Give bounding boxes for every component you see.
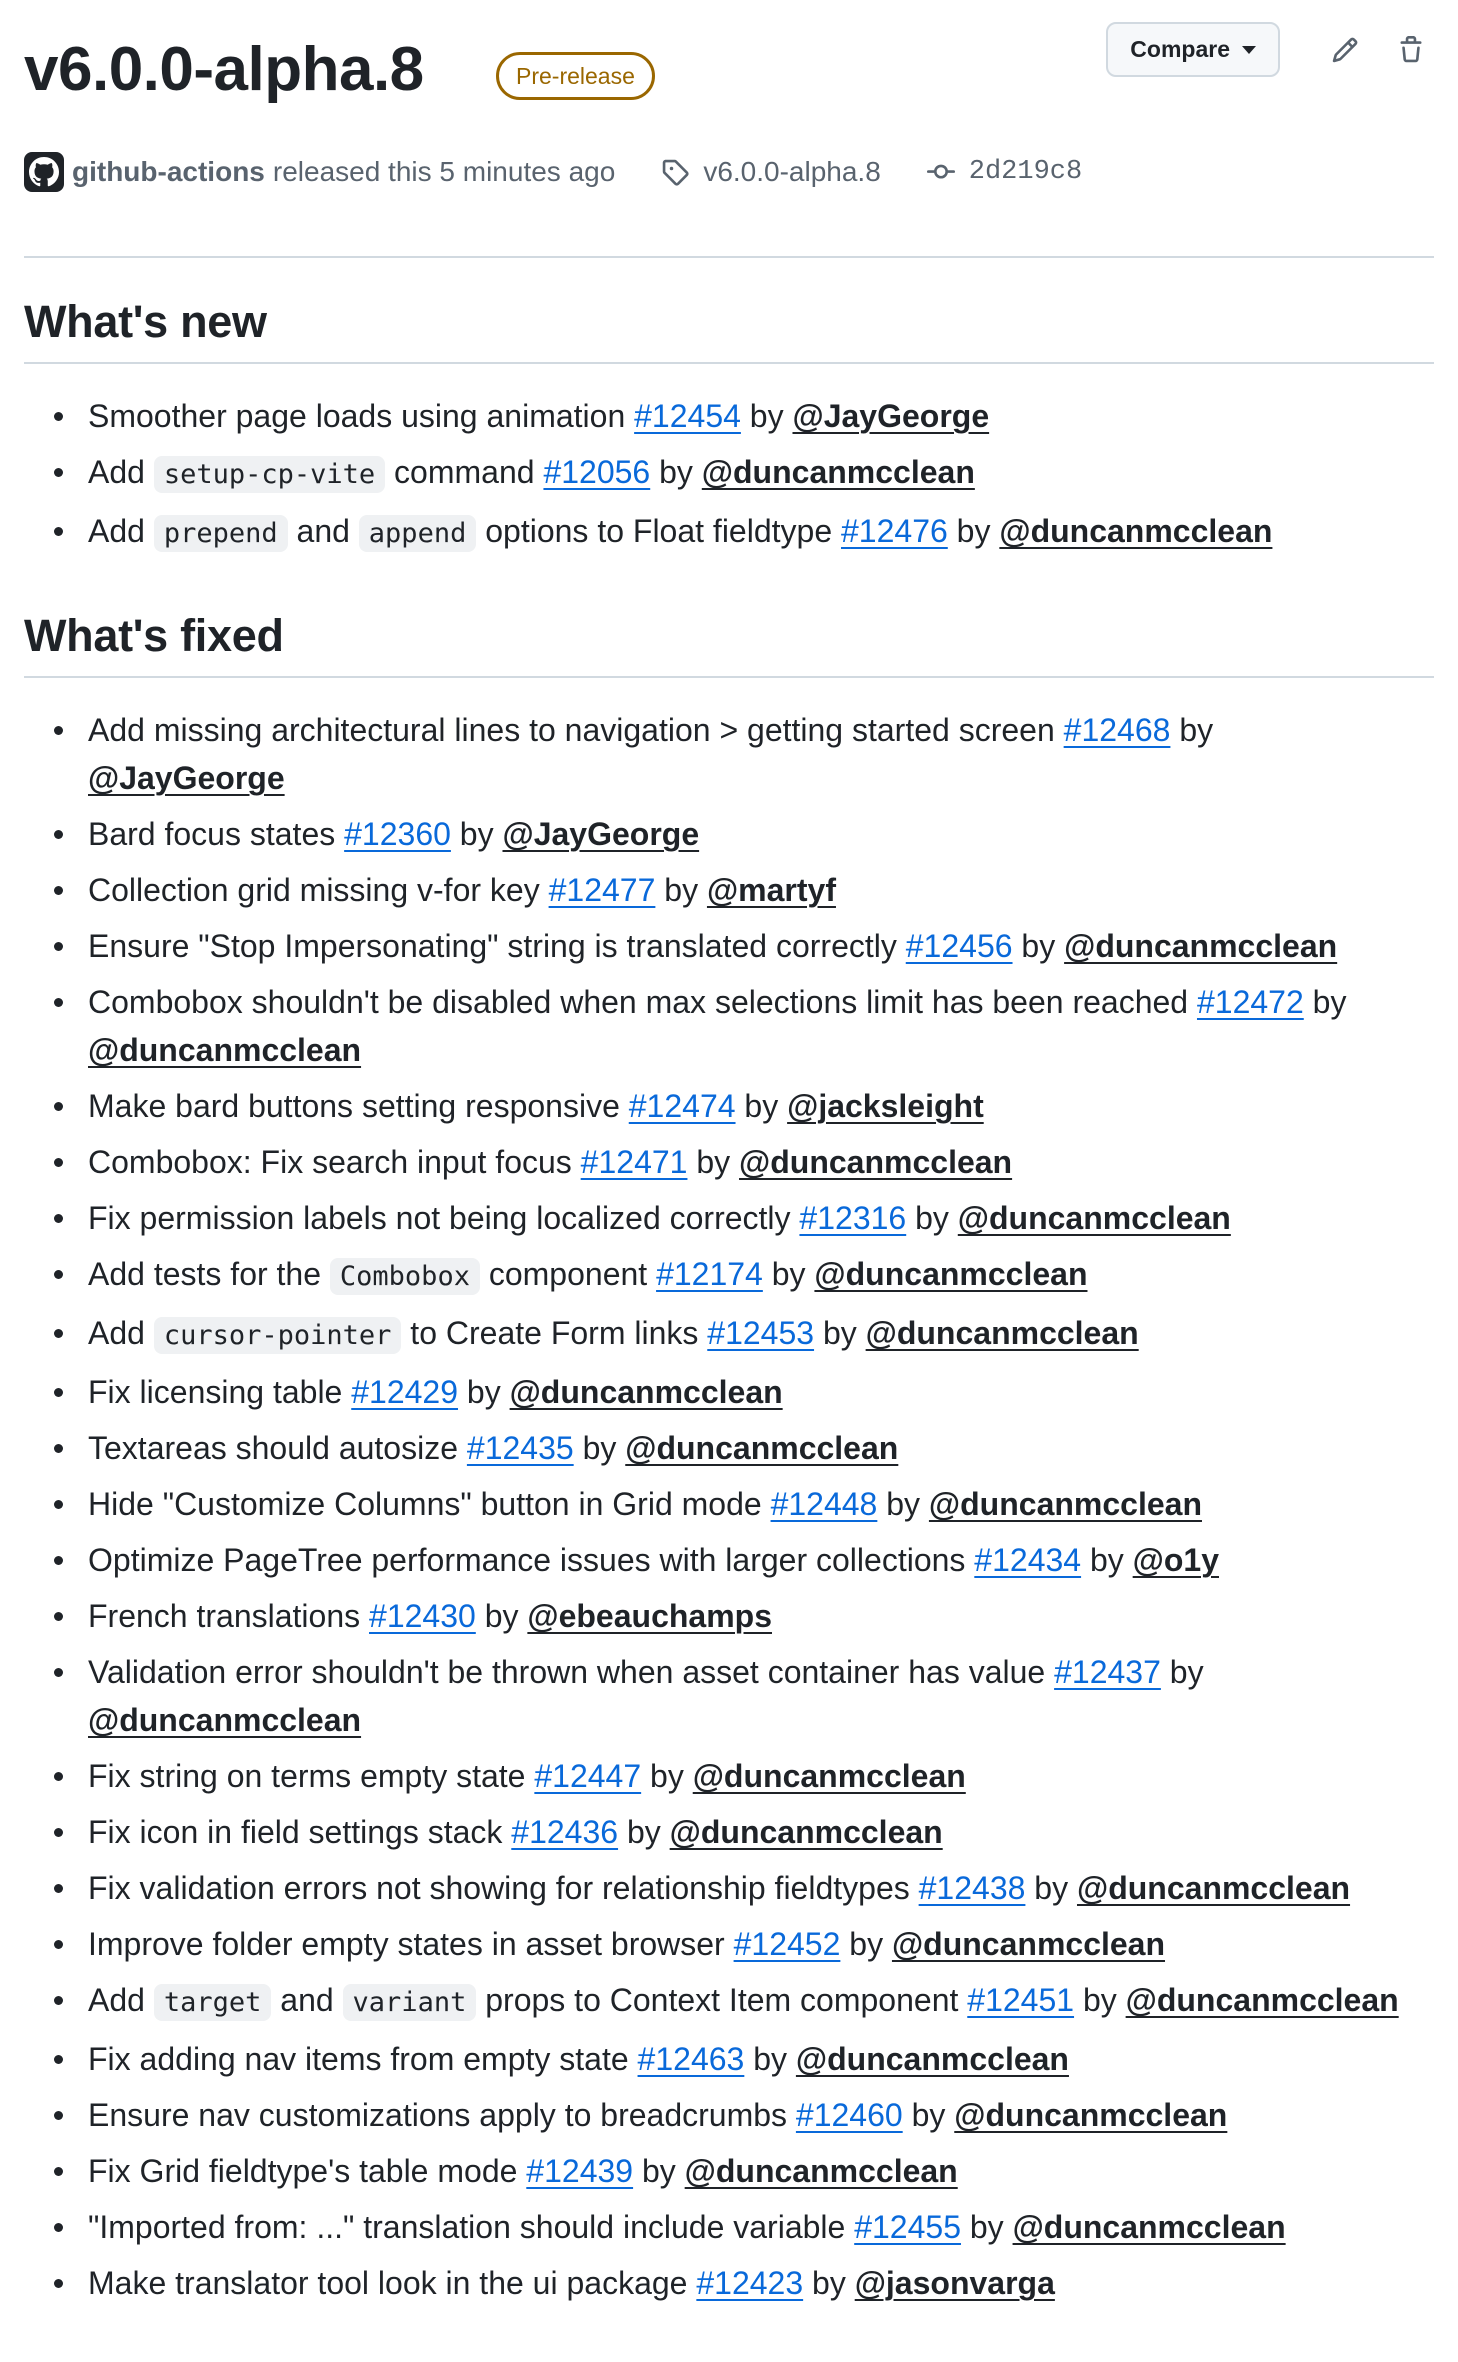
pull-request-link[interactable]: #12456 — [905, 928, 1013, 964]
item-text: by — [633, 2153, 685, 2189]
pull-request-link[interactable]: #12056 — [543, 454, 651, 490]
list-item — [88, 1976, 1414, 2027]
item-text: by — [573, 1430, 626, 1466]
user-mention-link[interactable]: @martyf — [706, 872, 836, 908]
release-page — [24, 0, 1434, 2301]
list-item — [88, 507, 1414, 558]
item-text: by — [1012, 928, 1065, 964]
item-text: by — [1081, 1542, 1133, 1578]
pull-request-link[interactable]: #12448 — [770, 1486, 878, 1522]
list-item — [88, 2203, 1414, 2251]
user-mention-link[interactable]: @ebeauchamps — [527, 1598, 772, 1634]
user-mention-link[interactable]: @duncanmcclean — [891, 1926, 1166, 1962]
release-tag-link[interactable] — [661, 156, 880, 188]
pull-request-link[interactable]: #12477 — [548, 872, 656, 908]
pull-request-link[interactable]: #12437 — [1054, 1654, 1161, 1690]
list-item — [88, 448, 1414, 499]
release-actions — [1106, 22, 1434, 77]
user-mention-link[interactable]: @duncanmcclean — [954, 2097, 1228, 2133]
list-item — [88, 1864, 1414, 1912]
inline-code: variant — [343, 1984, 477, 2021]
item-text: by — [906, 1200, 958, 1236]
list-item — [88, 810, 1414, 858]
item-text: Add — [88, 513, 154, 549]
item-text: Combobox shouldn't be disabled when max selections limit has been reached — [88, 984, 1197, 1020]
released-text: released this 5 minutes ago — [272, 156, 616, 187]
whats-new-section — [24, 294, 1434, 566]
pull-request-link[interactable]: #12436 — [511, 1814, 619, 1850]
inline-code: setup-cp-vite — [154, 456, 385, 493]
item-text: Fix validation errors not showing for relationship fieldtypes — [88, 1870, 919, 1906]
item-text: options to Float fieldtype — [476, 513, 841, 549]
item-text: Collection grid missing v-for key — [88, 872, 549, 908]
item-text: by — [947, 513, 1000, 549]
item-text: Fix permission labels not being localized correctly — [88, 1200, 800, 1236]
user-mention-link[interactable]: @duncanmcclean — [928, 1486, 1202, 1522]
list-item — [88, 1920, 1414, 1968]
whats-new-heading: What's new — [24, 294, 1434, 364]
inline-code: Combobox — [330, 1258, 480, 1295]
git-commit-icon — [927, 158, 955, 186]
item-text: by — [650, 454, 702, 490]
release-header — [24, 0, 1434, 262]
list-item — [88, 866, 1414, 914]
user-mention-link[interactable]: @jacksleight — [787, 1088, 984, 1124]
list-item — [88, 2259, 1414, 2307]
item-text: Ensure nav customizations apply to breadcrumbs — [88, 2097, 796, 2133]
item-text: Improve folder empty states in asset browser — [88, 1926, 734, 1962]
list-item — [88, 1752, 1414, 1800]
edit-button[interactable] — [1322, 27, 1368, 73]
pull-request-link[interactable]: #12463 — [637, 2041, 745, 2077]
item-text: by — [1160, 1654, 1204, 1690]
release-commit-link[interactable] — [927, 157, 1082, 187]
compare-label: Compare — [1130, 36, 1230, 62]
item-text: by — [458, 1374, 510, 1410]
pull-request-link[interactable]: #12454 — [634, 398, 741, 434]
pull-request-link[interactable]: #12429 — [351, 1374, 459, 1410]
user-mention-link[interactable]: @duncanmcclean — [999, 513, 1273, 549]
pull-request-link[interactable]: #12439 — [526, 2153, 634, 2189]
user-mention-link[interactable]: @duncanmcclean — [625, 1430, 899, 1466]
header-divider — [24, 256, 1434, 258]
user-mention-link[interactable]: @o1y — [1132, 1542, 1219, 1578]
pull-request-link[interactable]: #12471 — [580, 1144, 688, 1180]
item-text: Add tests for the — [88, 1256, 330, 1292]
item-text: Make bard buttons setting responsive — [88, 1088, 629, 1124]
user-mention-link[interactable]: @duncanmcclean — [1012, 2209, 1286, 2245]
item-text: props to Context Item component — [476, 1982, 968, 2018]
github-mark-icon[interactable] — [24, 152, 64, 192]
item-text: Validation error shouldn't be thrown when asset container has value — [88, 1654, 1055, 1690]
item-text: by — [960, 2209, 1013, 2245]
inline-code: target — [154, 1984, 272, 2021]
pencil-icon — [1331, 36, 1359, 64]
user-mention-link[interactable]: @duncanmcclean — [1076, 1870, 1351, 1906]
item-text: Make translator tool look in the ui package — [88, 2265, 697, 2301]
list-item — [88, 1194, 1414, 1242]
pull-request-link[interactable]: #12455 — [854, 2209, 961, 2245]
user-mention-link[interactable]: @duncanmcclean — [669, 1814, 943, 1850]
whats-fixed-list — [24, 706, 1434, 2307]
item-text: by — [1303, 984, 1347, 1020]
list-item — [88, 1592, 1414, 1640]
item-text: Fix icon in field settings stack — [88, 1814, 512, 1850]
release-meta — [24, 150, 1082, 194]
item-text: by — [655, 872, 707, 908]
list-item — [88, 706, 1414, 802]
item-text: Fix Grid fieldtype's table mode — [88, 2153, 527, 2189]
item-text: Optimize PageTree performance issues with larger collections — [88, 1542, 975, 1578]
item-text: and — [287, 513, 359, 549]
list-item — [88, 1648, 1414, 1744]
user-mention-link[interactable]: @duncanmcclean — [795, 2041, 1069, 2077]
inline-code: prepend — [154, 515, 288, 552]
item-text: by — [877, 1486, 929, 1522]
list-item — [88, 1808, 1414, 1856]
release-commit-label: 2d219c8 — [968, 157, 1083, 187]
item-text: "Imported from: ..." translation should include variable — [88, 2209, 855, 2245]
user-mention-link[interactable]: @duncanmcclean — [88, 1702, 362, 1738]
pull-request-link[interactable]: #12460 — [795, 2097, 903, 2133]
item-text: Combobox: Fix search input focus — [88, 1144, 581, 1180]
pull-request-link[interactable]: #12434 — [974, 1542, 1082, 1578]
inline-code: append — [359, 515, 477, 552]
user-mention-link[interactable]: @duncanmcclean — [88, 1032, 362, 1068]
item-text: by — [740, 398, 793, 434]
pull-request-link[interactable]: #12452 — [733, 1926, 841, 1962]
user-mention-link[interactable]: @duncanmcclean — [1064, 928, 1338, 964]
list-item — [88, 2035, 1414, 2083]
list-item — [88, 1368, 1414, 1416]
user-mention-link[interactable]: @jasonvarga — [854, 2265, 1055, 2301]
user-mention-link[interactable]: @duncanmcclean — [692, 1758, 966, 1794]
release-author[interactable]: github-actions — [72, 156, 265, 187]
list-item — [88, 2147, 1414, 2195]
pull-request-link[interactable]: #12316 — [799, 1200, 907, 1236]
user-mention-link[interactable]: @duncanmcclean — [701, 454, 975, 490]
pull-request-link[interactable]: #12474 — [628, 1088, 736, 1124]
trash-icon — [1397, 36, 1425, 64]
item-text: Add — [88, 1982, 154, 2018]
pull-request-link[interactable]: #12423 — [696, 2265, 804, 2301]
item-text: by — [803, 2265, 855, 2301]
item-text: by — [618, 1814, 670, 1850]
item-text: by — [450, 816, 503, 852]
pull-request-link[interactable]: #12438 — [918, 1870, 1026, 1906]
user-mention-link[interactable]: @duncanmcclean — [814, 1256, 1088, 1292]
item-text: by — [641, 1758, 693, 1794]
item-text: component — [479, 1256, 657, 1292]
list-item — [88, 1536, 1414, 1584]
list-item — [88, 1082, 1414, 1130]
item-text: Add — [88, 1315, 154, 1351]
item-text: and — [271, 1982, 343, 2018]
user-mention-link[interactable]: @duncanmcclean — [1125, 1982, 1399, 2018]
item-text: Bard focus states — [88, 816, 345, 852]
triangle-down-icon — [1242, 46, 1256, 54]
item-text: by — [475, 1598, 528, 1634]
user-mention-link[interactable]: @JayGeorge — [88, 760, 285, 796]
list-item — [88, 1250, 1414, 1301]
list-item — [88, 978, 1414, 1074]
item-text: by — [840, 1926, 892, 1962]
list-item — [88, 392, 1414, 440]
user-mention-link[interactable]: @duncanmcclean — [865, 1315, 1139, 1351]
item-text: Fix adding nav items from empty state — [88, 2041, 638, 2077]
pull-request-link[interactable]: #12451 — [967, 1982, 1075, 2018]
item-text: command — [385, 454, 544, 490]
pull-request-link[interactable]: #12447 — [534, 1758, 642, 1794]
user-mention-link[interactable]: @duncanmcclean — [509, 1374, 783, 1410]
user-mention-link[interactable]: @JayGeorge — [502, 816, 700, 852]
item-text: Add missing architectural lines to navigation > getting started screen — [88, 712, 1064, 748]
pull-request-link[interactable]: #12476 — [841, 513, 948, 549]
list-item — [88, 922, 1414, 970]
item-text: by — [902, 2097, 955, 2133]
user-mention-link[interactable]: @JayGeorge — [792, 398, 990, 434]
item-text: Smoother page loads using animation — [88, 398, 635, 434]
list-item — [88, 1309, 1414, 1360]
user-mention-link[interactable]: @duncanmcclean — [684, 2153, 958, 2189]
whats-fixed-section — [24, 608, 1434, 2315]
item-text: Fix licensing table — [88, 1374, 352, 1410]
item-text: by — [1074, 1982, 1126, 2018]
compare-button[interactable] — [1106, 22, 1280, 77]
whats-new-list — [24, 392, 1434, 558]
item-text: by — [1025, 1870, 1077, 1906]
user-mention-link[interactable]: @duncanmcclean — [957, 1200, 1231, 1236]
item-text: by — [814, 1315, 866, 1351]
item-text: by — [744, 2041, 796, 2077]
item-text: Textareas should autosize — [88, 1430, 467, 1466]
item-text: by — [1170, 712, 1214, 748]
list-item — [88, 1480, 1414, 1528]
tag-icon — [661, 158, 689, 186]
pull-request-link[interactable]: #12360 — [344, 816, 451, 852]
item-text: Hide "Customize Columns" button in Grid mode — [88, 1486, 771, 1522]
release-title[interactable]: v6.0.0-alpha.8 — [24, 35, 424, 104]
inline-code: cursor-pointer — [154, 1317, 402, 1354]
pull-request-link[interactable]: #12174 — [656, 1256, 763, 1292]
item-text: by — [687, 1144, 740, 1180]
prerelease-badge: Pre-release — [496, 52, 655, 100]
list-item — [88, 1424, 1414, 1472]
list-item — [88, 1138, 1414, 1186]
release-tag-label: v6.0.0-alpha.8 — [703, 156, 881, 187]
item-text: by — [735, 1088, 788, 1124]
whats-fixed-heading: What's fixed — [24, 608, 1434, 678]
item-text: French translations — [88, 1598, 370, 1634]
pull-request-link[interactable]: #12430 — [369, 1598, 476, 1634]
pull-request-link[interactable]: #12472 — [1196, 984, 1304, 1020]
pull-request-link[interactable]: #12468 — [1063, 712, 1171, 748]
item-text: to Create Form links — [401, 1315, 708, 1351]
user-mention-link[interactable]: @duncanmcclean — [739, 1144, 1013, 1180]
item-text: Add — [88, 454, 154, 490]
item-text: by — [762, 1256, 815, 1292]
item-text: Ensure "Stop Impersonating" string is translated correctly — [88, 928, 906, 964]
item-text: Fix string on terms empty state — [88, 1758, 535, 1794]
pull-request-link[interactable]: #12435 — [466, 1430, 574, 1466]
pull-request-link[interactable]: #12453 — [707, 1315, 815, 1351]
list-item — [88, 2091, 1414, 2139]
delete-button[interactable] — [1388, 27, 1434, 73]
